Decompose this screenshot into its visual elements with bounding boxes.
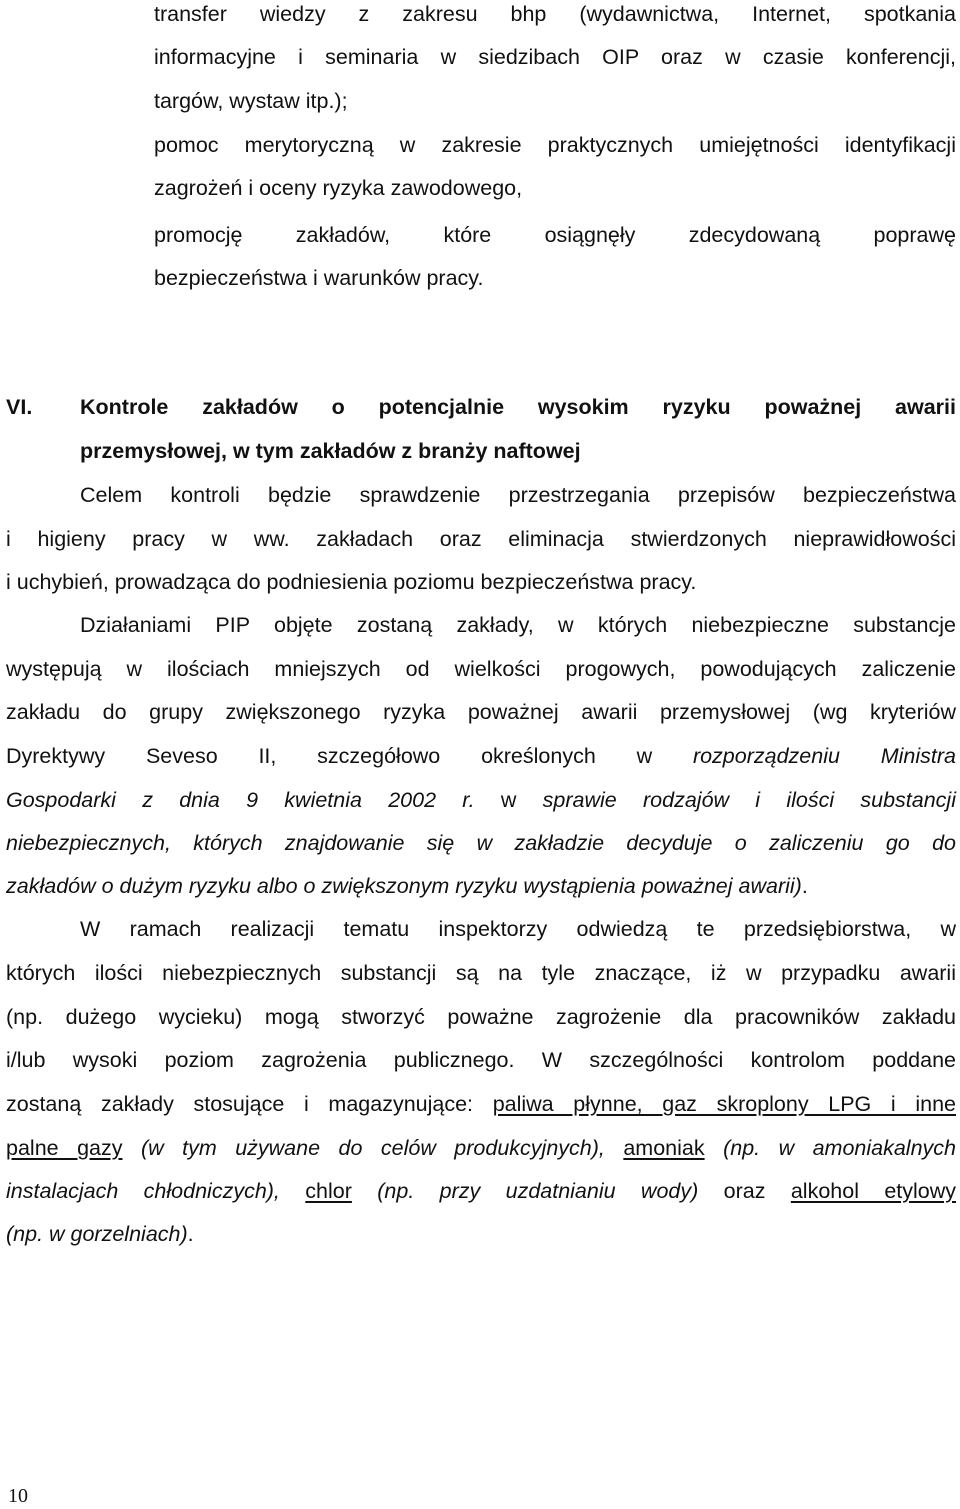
text-run-underlined: amoniak xyxy=(623,1136,705,1160)
paragraph-line xyxy=(6,876,808,898)
bullet-line: promocję zakładów, które osiągnęły zdecydowaną poprawę xyxy=(154,223,956,247)
paragraph-line: (np. dużego wycieku) mogą stworzyć poważne zagrożenie dla pracowników zakładu xyxy=(6,1005,956,1029)
paragraph-line: których ilości niebezpiecznych substancji są na tyle znaczące, iż w przypadku awarii xyxy=(6,961,956,985)
paragraph-line xyxy=(6,1138,956,1160)
bullet-line: informacyjne i seminaria w siedzibach OIP oraz w czasie konferencji, xyxy=(154,45,956,69)
section-heading: Kontrole zakładów o potencjalnie wysokim ryzyku poważnej awarii xyxy=(80,395,956,419)
bullet-line: bezpieczeństwa i warunków pracy. xyxy=(154,266,484,290)
paragraph-line: i/lub wysoki poziom zagrożenia publicznego. W szczególności kontrolom poddane xyxy=(6,1048,956,1072)
text-run-italic: (np. przy uzdatnianiu wody) xyxy=(377,1179,699,1203)
text-run-italic: instalacjach chłodniczych), xyxy=(6,1179,280,1203)
paragraph-line xyxy=(6,1181,956,1203)
bullet-line: transfer wiedzy z zakresu bhp (wydawnictwa, Internet, spotkania xyxy=(154,2,956,26)
text-run-italic: (np. w amoniakalnych xyxy=(723,1136,956,1160)
text-run: . xyxy=(801,874,808,898)
section-heading: przemysłowej, w tym zakładów z branży naftowej xyxy=(80,439,581,463)
text-run: Dyrektywy Seveso II, szczegółowo określonych w xyxy=(6,744,653,768)
text-run-underlined: alkohol etylowy xyxy=(790,1179,957,1203)
bullet-line: targów, wystaw itp.); xyxy=(154,89,348,113)
paragraph-line: występują w ilościach mniejszych od wielkości progowych, powodujących zaliczenie xyxy=(6,657,956,681)
paragraph-line: Działaniami PIP objęte zostaną zakłady, w których niebezpieczne substancje xyxy=(80,613,956,637)
paragraph-line: W ramach realizacji tematu inspektorzy odwiedzą te przedsiębiorstwa, w xyxy=(80,917,956,941)
paragraph-line: niebezpiecznych, których znajdowanie się w zakładzie decyduje o zaliczeniu go do xyxy=(6,831,956,855)
bullet-line: pomoc merytoryczną w zakresie praktycznych umiejętności identyfikacji xyxy=(154,133,956,157)
paragraph-line xyxy=(6,1224,194,1246)
text-run-italic: Gospodarki z dnia 9 kwietnia 2002 r. xyxy=(6,788,475,812)
text-run-italic: (w tym używane do celów produkcyjnych), xyxy=(140,1136,605,1160)
text-run-underlined: chlor xyxy=(305,1179,352,1203)
bullet-line: zagrożeń i oceny ryzyka zawodowego, xyxy=(154,176,523,200)
text-run-italic: (np. w gorzelniach) xyxy=(6,1222,188,1246)
paragraph-line xyxy=(6,746,956,768)
paragraph-line xyxy=(6,1094,956,1116)
text-run: oraz xyxy=(723,1179,766,1203)
text-run: . xyxy=(187,1222,194,1246)
paragraph-line: Celem kontroli będzie sprawdzenie przestrzegania przepisów bezpieczeństwa xyxy=(80,483,956,507)
text-run-italic: sprawie rodzajów i ilości substancji xyxy=(542,788,956,812)
text-run: w xyxy=(500,788,517,812)
text-run: zostaną zakłady stosujące i magazynujące: xyxy=(6,1092,474,1116)
paragraph-line: i uchybień, prowadząca do podniesienia poziomu bezpieczeństwa pracy. xyxy=(6,570,697,594)
section-number: VI. xyxy=(6,395,33,419)
text-run-italic: zakładów o dużym ryzyku albo o zwiększonym ryzyku wystąpienia poważnej awarii) xyxy=(6,874,802,898)
paragraph-line: zakładu do grupy zwiększonego ryzyka poważnej awarii przemysłowej (wg kryteriów xyxy=(6,700,956,724)
text-run-underlined: paliwa płynne, gaz skroplony LPG i inne xyxy=(492,1092,956,1116)
paragraph-line xyxy=(6,790,956,812)
page-number: 10 xyxy=(8,1485,28,1507)
paragraph-line: i higieny pracy w ww. zakładach oraz eliminacja stwierdzonych nieprawidłowości xyxy=(6,527,956,551)
text-run-underlined: palne gazy xyxy=(6,1136,123,1160)
text-run-italic: rozporządzeniu Ministra xyxy=(692,744,957,768)
